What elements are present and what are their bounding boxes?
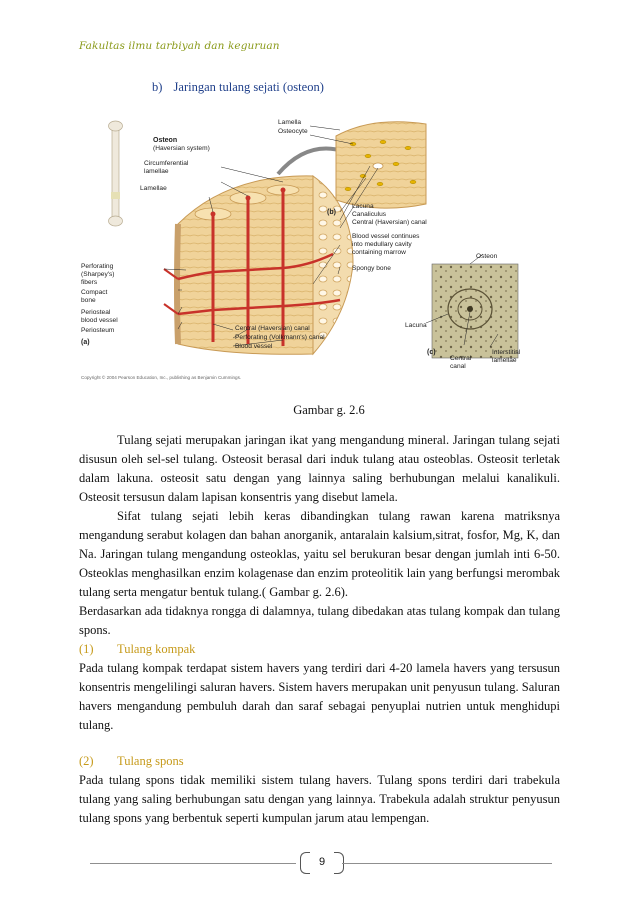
page-number: 9 (318, 856, 326, 868)
label-lamella: Lamella (278, 119, 302, 126)
label-bone: bone (81, 297, 96, 304)
label-sharpeys: (Sharpey's) (81, 271, 115, 278)
footer-rule-right (342, 863, 552, 864)
label-periosteal-vessel: blood vessel (81, 317, 118, 324)
long-bone-icon (109, 121, 123, 226)
label-lacuna-c: Lacuna (405, 322, 427, 329)
label-blood-vessel: Blood vessel (235, 343, 273, 350)
label-central-canal-a: Central (Haversian) canal (235, 325, 310, 332)
section-heading-compact (79, 640, 560, 659)
label-lamellae: Lamellae (140, 185, 167, 192)
figure-illustration (78, 104, 555, 388)
label-interstitial-1: Interstitial (492, 349, 521, 356)
label-central-c-2: canal (450, 363, 466, 370)
figure-caption: Gambar g. 2.6 (293, 403, 365, 417)
body-text (79, 431, 560, 828)
label-interstitial-2: lamellae (492, 357, 517, 364)
label-osteon-c: Osteon (476, 253, 498, 260)
label-perforating: Perforating (81, 263, 114, 270)
label-panel-a: (a) (81, 339, 90, 346)
label-lacuna-b: Lacuna (352, 203, 374, 210)
label-vessel-continues-3: containing marrow (352, 249, 406, 256)
paragraph-1: Tulang sejati merupakan jaringan ikat yang mengandung mineral. Jaringan tulang sejati disusun oleh sel-sel tulang. Osteosit berasal dari induk tulang atau osteoblas. Osteosit terletak dalam lakuna. osteosit satu dengan yang lainnya saling berhubungan melalui kanalikuli. Osteosit tersusun dalam lapisan konsentris yang disebut lamela. (79, 433, 560, 504)
label-periosteum: Periosteum (81, 327, 115, 334)
label-periosteal: Periosteal (81, 309, 111, 316)
label-canaliculus: Canaliculus (352, 211, 387, 218)
micrograph-panel (432, 264, 518, 358)
paragraph-5: Pada tulang spons tidak memiliki sistem tulang havers. Tulang spons terdiri dari trabekula tulang yang saling berhubungan satu dengan yang lainnya. Trabekula adalah struktur penyusun tulang spons yang berbentuk seperti kumpulan jarum atau lempengan. (79, 773, 560, 825)
subheading-number: b) (152, 80, 163, 94)
label-haversian-system: (Haversian system) (153, 145, 210, 152)
copyright-notice: Copyright © 2004 Pearson Education, Inc., publishing as Benjamin Cummings. (81, 375, 242, 380)
paragraph-4: Pada tulang kompak terdapat sistem havers yang terdiri dari 4-20 lamela havers yang tersusun konsentris mengelilingi saluran havers. Sistem havers merupakan unit penyusun tulang. Saluran havers mengandung pembuluh darah dan saraf sebagai penyuplai nutrien untuk menghidupi tulang. (79, 661, 560, 732)
page-footer (90, 852, 552, 874)
label-perforating-canal: Perforating (Volkmann's) canal (235, 334, 325, 341)
bone-histology-figure (78, 104, 555, 388)
section-heading-spongy (79, 752, 560, 771)
subheading-text: Jaringan tulang sejati (osteon) (173, 80, 324, 94)
label-vessel-continues-2: into medullary cavity (352, 241, 412, 248)
label-osteon: Osteon (153, 137, 178, 144)
label-lamellae-1: lamellae (144, 168, 169, 175)
paragraph-3: Berdasarkan ada tidaknya rongga di dalamnya, tulang dibedakan atas tulang kompak dan tulang spons. (79, 604, 560, 637)
label-vessel-continues-1: Blood vessel continues (352, 233, 420, 240)
label-compact: Compact (81, 289, 108, 296)
label-panel-b: (b) (327, 209, 336, 216)
subheading (152, 80, 324, 95)
osteon-detail-inset (336, 122, 426, 208)
label-central-c-1: Central (450, 355, 472, 362)
section-1-title: Tulang kompak (117, 642, 196, 656)
section-2-number: (2) (79, 754, 94, 768)
label-circumferential: Circumferential (144, 160, 189, 167)
label-spongy-bone: Spongy bone (352, 265, 391, 272)
paragraph-2: Sifat tulang sejati lebih keras dibandingkan tulang rawan karena matriksnya mengandung serabut kolagen dan bahan anorganik, antaralain kalsium,sitrat, fosfor, Mg, K, dan Na. Jaringan tulang mengandung osteoklas, yaitu sel berukuran besar dengan jumlah inti 6-50. Osteoklas menghasilkan enzim kolagenase dan enzim proteolitik lain yang berfungsi merombak tulang serta mengatur bentuk tulang.( Gambar g. 2.6). (79, 509, 560, 599)
label-fibers: fibers (81, 279, 98, 286)
section-2-title: Tulang spons (117, 754, 184, 768)
footer-rule-left (90, 863, 296, 864)
running-header: Fakultas ilmu tarbiyah dan keguruan (79, 40, 280, 52)
section-1-number: (1) (79, 642, 94, 656)
label-panel-c: (c) (427, 349, 436, 356)
label-central-canal-b: Central (Haversian) canal (352, 219, 427, 226)
label-osteocyte: Osteocyte (278, 128, 308, 135)
